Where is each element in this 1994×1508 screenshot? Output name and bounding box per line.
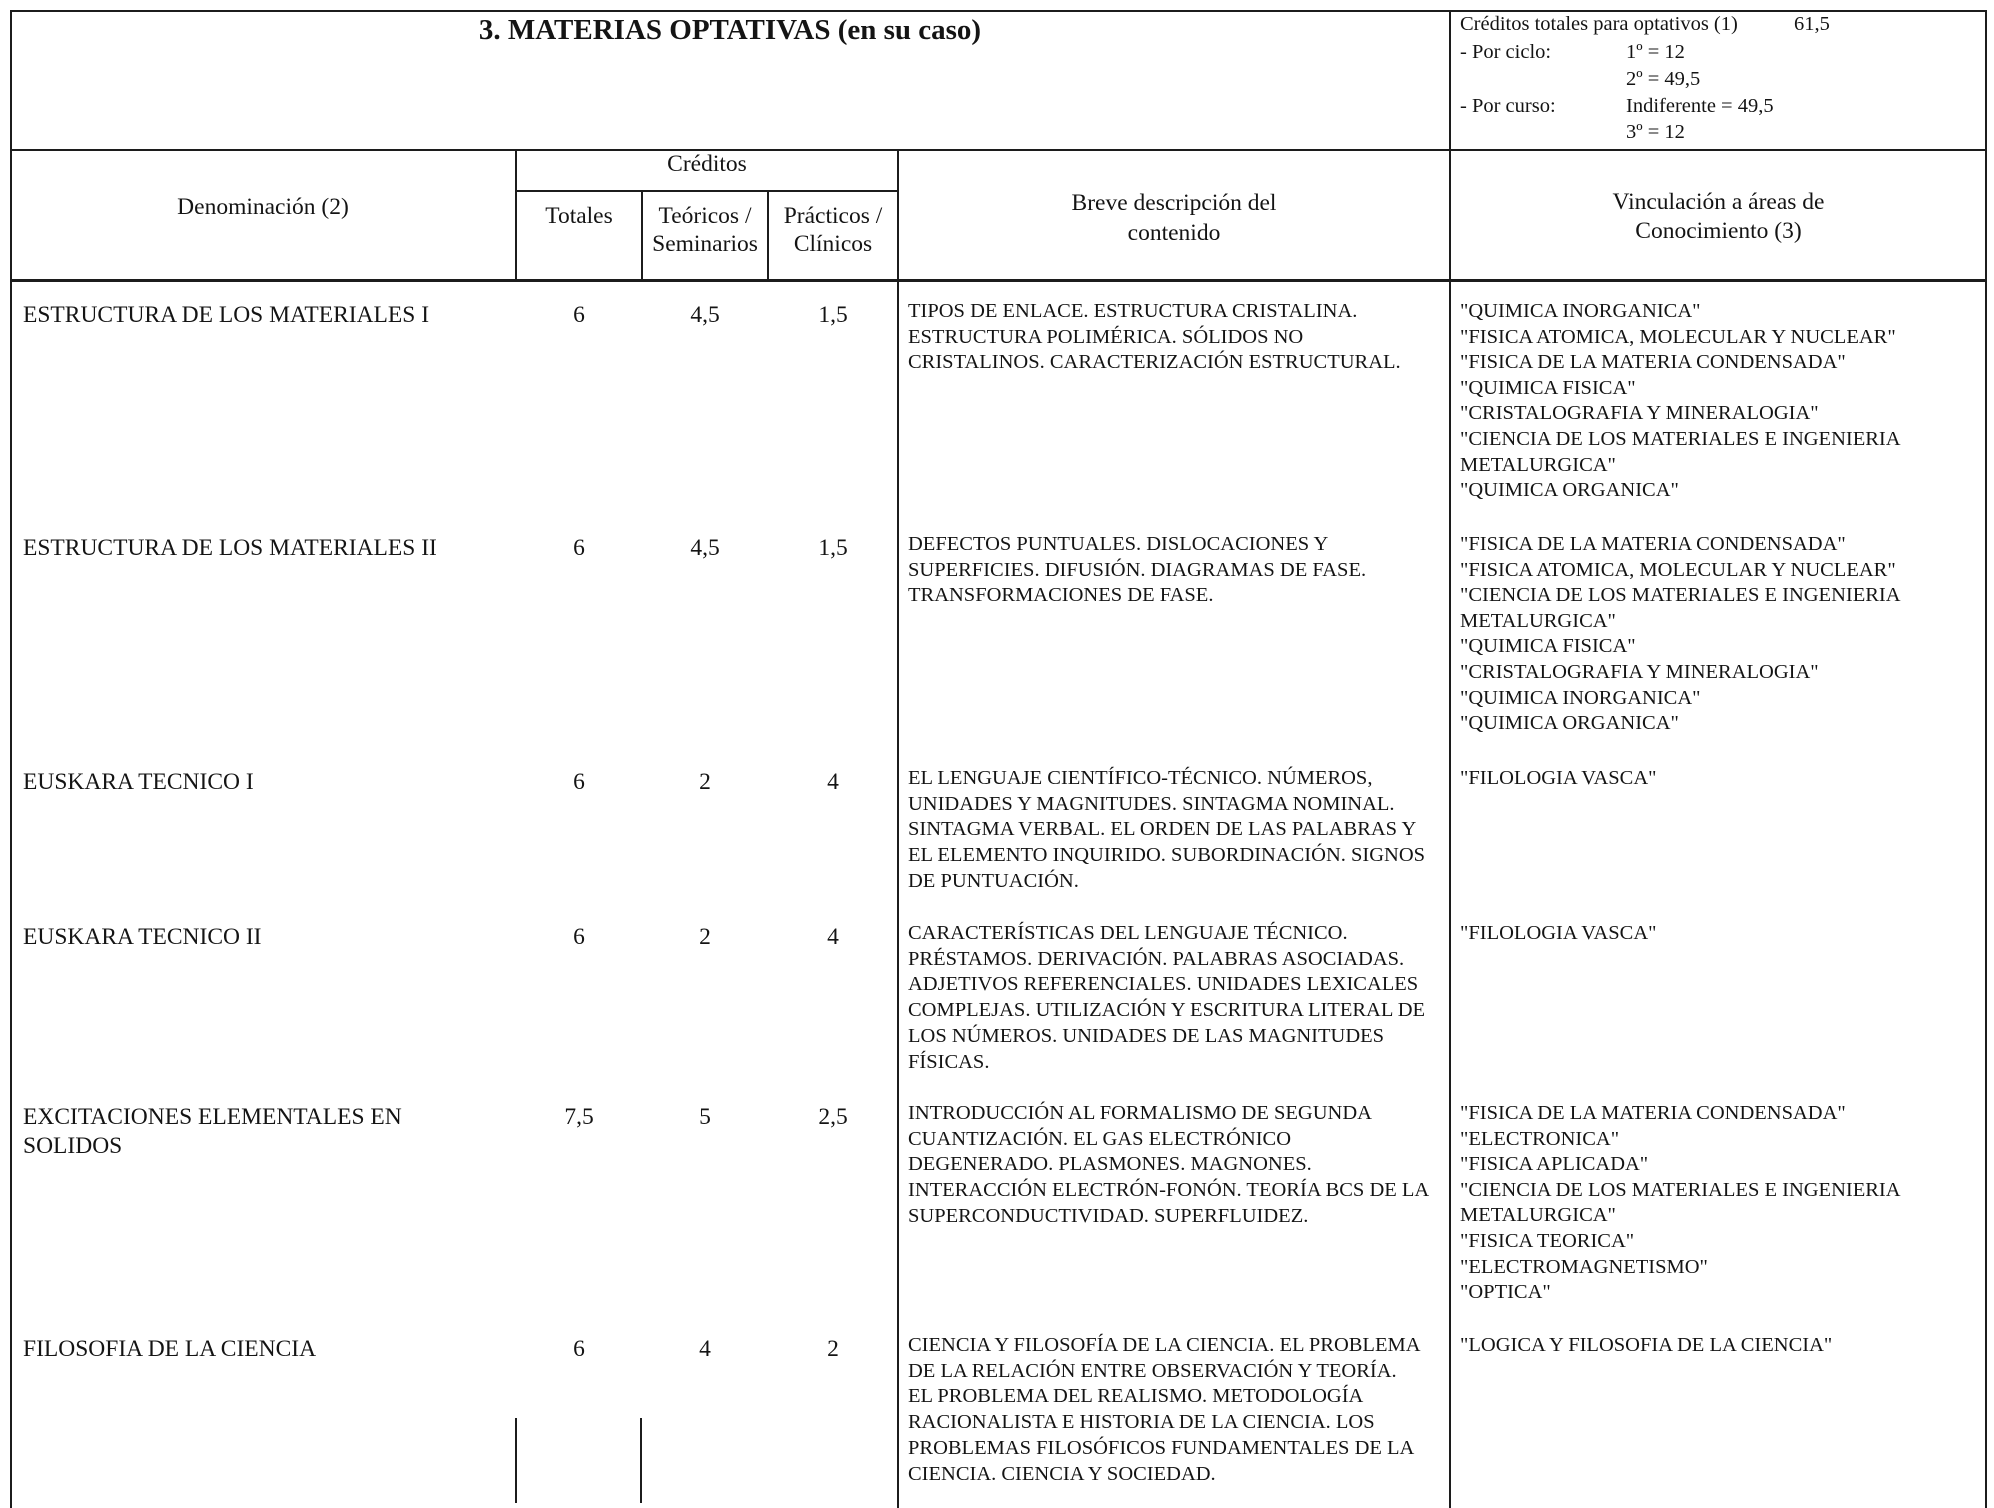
knowledge-area-line: "CRISTALOGRAFIA Y MINERALOGIA" bbox=[1460, 660, 1819, 683]
content-description-line: INTRODUCCIÓN AL FORMALISMO DE SEGUNDA bbox=[908, 1102, 1372, 1124]
content-description bbox=[908, 1101, 1429, 1230]
knowledge-area-line: "FISICA ATOMICA, MOLECULAR Y NUCLEAR" bbox=[1460, 558, 1896, 581]
header-bottom-border bbox=[10, 279, 1987, 282]
content-description-line: FÍSICAS. bbox=[908, 1050, 990, 1073]
content-description bbox=[908, 299, 1401, 376]
knowledge-area-line: METALURGICA" bbox=[1460, 609, 1616, 632]
header-practicos bbox=[768, 202, 898, 258]
header-descripcion-line: Breve descripción del bbox=[1071, 190, 1277, 216]
content-description-line: EL PROBLEMA DEL REALISMO. METODOLOGÍA bbox=[908, 1385, 1364, 1408]
content-description-line: RACIONALISTA E HISTORIA DE LA CIENCIA. LOS bbox=[908, 1411, 1375, 1434]
knowledge-area-line: "FILOLOGIA VASCA" bbox=[1460, 767, 1657, 789]
table-row bbox=[0, 921, 1994, 1073]
bottom-column-mark bbox=[640, 1418, 642, 1503]
header-descripcion bbox=[898, 188, 1450, 248]
subject-name bbox=[23, 923, 262, 952]
content-description-line: LOS NÚMEROS. UNIDADES DE LAS MAGNITUDES bbox=[908, 1024, 1385, 1047]
subject-name bbox=[23, 1103, 402, 1160]
totales-credits: 6 bbox=[573, 1336, 585, 1362]
knowledge-area-line: "QUIMICA INORGANICA" bbox=[1460, 686, 1701, 709]
subject-name bbox=[23, 301, 429, 330]
ciclo-label: - Por ciclo: bbox=[1460, 41, 1552, 63]
subject-name-line: SOLIDOS bbox=[23, 1132, 123, 1159]
ciclo-1-value: 1º = 12 bbox=[1626, 41, 1685, 63]
knowledge-areas bbox=[1460, 766, 1657, 792]
knowledge-area-line: "QUIMICA ORGANICA" bbox=[1460, 712, 1679, 735]
header-descripcion-line: contenido bbox=[1127, 220, 1221, 246]
knowledge-area-line: "ELECTRONICA" bbox=[1460, 1127, 1620, 1150]
totales-credits: 6 bbox=[573, 769, 585, 795]
table-left-border bbox=[10, 10, 12, 1508]
content-description bbox=[908, 1333, 1421, 1487]
header-totales: Totales bbox=[545, 203, 613, 229]
page-title: 3. MATERIAS OPTATIVAS (en su caso) bbox=[478, 14, 982, 46]
teoricos-credits: 4 bbox=[699, 1336, 711, 1362]
knowledge-area-line: "QUIMICA FISICA" bbox=[1460, 635, 1636, 658]
total-credits-value: 61,5 bbox=[1794, 13, 1830, 35]
descripcion-column-border bbox=[897, 149, 899, 1508]
content-description-line: PRÉSTAMOS. DERIVACIÓN. PALABRAS ASOCIADAS. bbox=[908, 947, 1405, 970]
curso-indiferente-value: Indiferente = 49,5 bbox=[1626, 95, 1774, 117]
knowledge-area-line: "FISICA TEORICA" bbox=[1460, 1229, 1635, 1252]
totales-credits: 6 bbox=[573, 535, 585, 561]
content-description-line: DEFECTOS PUNTUALES. DISLOCACIONES Y bbox=[908, 533, 1329, 555]
content-description-line: ADJETIVOS REFERENCIALES. UNIDADES LEXICALES bbox=[908, 973, 1419, 996]
knowledge-areas bbox=[1460, 299, 1901, 504]
header-practicos-line: Prácticos / bbox=[783, 203, 883, 229]
content-description-line: CIENCIA Y FILOSOFÍA DE LA CIENCIA. EL PROBLEMA bbox=[908, 1334, 1421, 1356]
knowledge-area-line: "CIENCIA DE LOS MATERIALES E INGENIERIA bbox=[1460, 427, 1901, 450]
content-description-line: ESTRUCTURA POLIMÉRICA. SÓLIDOS NO bbox=[908, 325, 1304, 348]
knowledge-area-line: "CIENCIA DE LOS MATERIALES E INGENIERIA bbox=[1460, 1178, 1901, 1201]
content-description-line: TIPOS DE ENLACE. ESTRUCTURA CRISTALINA. bbox=[908, 300, 1358, 322]
creditos-subheader-border bbox=[515, 190, 899, 192]
content-description bbox=[908, 921, 1425, 1075]
practicos-credits: 4 bbox=[827, 924, 839, 950]
content-description bbox=[908, 532, 1366, 609]
knowledge-area-line: "LOGICA Y FILOSOFIA DE LA CIENCIA" bbox=[1460, 1334, 1833, 1356]
header-vinculacion bbox=[1450, 188, 1987, 246]
practicos-credits: 4 bbox=[827, 769, 839, 795]
ciclo-2-value: 2º = 49,5 bbox=[1626, 68, 1701, 90]
subject-name-line: EUSKARA TECNICO II bbox=[23, 924, 262, 950]
teoricos-credits: 2 bbox=[699, 924, 711, 950]
subject-name-line: FILOSOFIA DE LA CIENCIA bbox=[23, 1336, 317, 1362]
knowledge-areas bbox=[1460, 921, 1657, 947]
header-teoricos-line: Teóricos / bbox=[658, 203, 752, 229]
subject-name-line: ESTRUCTURA DE LOS MATERIALES II bbox=[23, 535, 437, 561]
knowledge-area-line: "ELECTROMAGNETISMO" bbox=[1460, 1255, 1708, 1278]
knowledge-area-line: "QUIMICA ORGANICA" bbox=[1460, 479, 1679, 502]
subject-name-line: EUSKARA TECNICO I bbox=[23, 769, 254, 795]
subject-name-line: EXCITACIONES ELEMENTALES EN bbox=[23, 1104, 402, 1130]
teoricos-credits: 4,5 bbox=[690, 302, 720, 328]
knowledge-area-line: METALURGICA" bbox=[1460, 453, 1616, 476]
content-description-line: DE PUNTUACIÓN. bbox=[908, 869, 1079, 892]
content-description-line: EL LENGUAJE CIENTÍFICO-TÉCNICO. NÚMEROS, bbox=[908, 767, 1373, 789]
totales-credits: 6 bbox=[573, 302, 585, 328]
knowledge-areas bbox=[1460, 1101, 1901, 1306]
title-row-bottom-border bbox=[10, 149, 1987, 151]
knowledge-area-line: "OPTICA" bbox=[1460, 1281, 1551, 1304]
knowledge-areas bbox=[1460, 532, 1901, 737]
content-description-line: PROBLEMAS FILOSÓFICOS FUNDAMENTALES DE LA bbox=[908, 1436, 1415, 1459]
knowledge-area-line: "CIENCIA DE LOS MATERIALES E INGENIERIA bbox=[1460, 584, 1901, 607]
subject-name bbox=[23, 768, 254, 797]
knowledge-area-line: "QUIMICA FISICA" bbox=[1460, 376, 1636, 399]
header-practicos-line: Clínicos bbox=[793, 231, 873, 257]
content-description-line: CRISTALINOS. CARACTERIZACIÓN ESTRUCTURAL. bbox=[908, 351, 1401, 374]
content-description-line: EL ELEMENTO INQUIRIDO. SUBORDINACIÓN. SIGNOS bbox=[908, 844, 1426, 867]
curso-3-value: 3º = 12 bbox=[1626, 121, 1685, 143]
content-description-line: SINTAGMA VERBAL. EL ORDEN DE LAS PALABRAS Y bbox=[908, 818, 1417, 841]
table-row bbox=[0, 766, 1994, 892]
content-description-line: TRANSFORMACIONES DE FASE. bbox=[908, 584, 1214, 607]
header-vinculacion-line: Conocimiento (3) bbox=[1635, 218, 1802, 244]
knowledge-area-line: "QUIMICA INORGANICA" bbox=[1460, 300, 1701, 322]
curso-label: - Por curso: bbox=[1460, 95, 1556, 117]
header-denominacion: Denominación (2) bbox=[177, 194, 349, 220]
bottom-column-mark bbox=[515, 1418, 517, 1503]
teoricos-credits: 2 bbox=[699, 769, 711, 795]
content-description-line: SUPERFICIES. DIFUSIÓN. DIAGRAMAS DE FASE. bbox=[908, 558, 1367, 581]
knowledge-areas bbox=[1460, 1333, 1832, 1359]
knowledge-area-line: "FISICA ATOMICA, MOLECULAR Y NUCLEAR" bbox=[1460, 325, 1896, 348]
content-description-line: CIENCIA. CIENCIA Y SOCIEDAD. bbox=[908, 1462, 1216, 1485]
content-description bbox=[908, 766, 1425, 895]
subject-name-line: ESTRUCTURA DE LOS MATERIALES I bbox=[23, 302, 430, 328]
header-teoricos-line: Seminarios bbox=[652, 231, 758, 257]
content-description-line: CARACTERÍSTICAS DEL LENGUAJE TÉCNICO. bbox=[908, 922, 1348, 944]
content-description-line: DE LA RELACIÓN ENTRE OBSERVACIÓN Y TEORÍA. bbox=[908, 1359, 1397, 1382]
content-description-line: UNIDADES Y MAGNITUDES. SINTAGMA NOMINAL. bbox=[908, 792, 1395, 815]
subject-name bbox=[23, 1335, 316, 1364]
content-description-line: DEGENERADO. PLASMONES. MAGNONES. bbox=[908, 1153, 1312, 1176]
totales-credits: 6 bbox=[573, 924, 585, 950]
total-credits-label: Créditos totales para optativos (1) bbox=[1460, 13, 1738, 35]
practicos-credits: 2,5 bbox=[818, 1104, 848, 1130]
knowledge-area-line: METALURGICA" bbox=[1460, 1204, 1616, 1227]
teoricos-credits: 5 bbox=[699, 1104, 711, 1130]
header-creditos: Créditos bbox=[667, 151, 747, 177]
content-description-line: CUANTIZACIÓN. EL GAS ELECTRÓNICO bbox=[908, 1127, 1292, 1150]
knowledge-area-line: "FISICA DE LA MATERIA CONDENSADA" bbox=[1460, 351, 1846, 374]
table-row bbox=[0, 532, 1994, 735]
table-row bbox=[0, 1333, 1994, 1485]
practicos-credits: 2 bbox=[827, 1336, 839, 1362]
knowledge-area-line: "FILOLOGIA VASCA" bbox=[1460, 922, 1657, 944]
content-description-line: INTERACCIÓN ELECTRÓN-FONÓN. TEORÍA BCS DE LA bbox=[908, 1179, 1430, 1202]
knowledge-area-line: "CRISTALOGRAFIA Y MINERALOGIA" bbox=[1460, 402, 1819, 425]
knowledge-area-line: "FISICA DE LA MATERIA CONDENSADA" bbox=[1460, 533, 1846, 555]
subject-name bbox=[23, 534, 437, 563]
content-description-line: COMPLEJAS. UTILIZACIÓN Y ESCRITURA LITERAL DE bbox=[908, 999, 1426, 1022]
knowledge-area-line: "FISICA DE LA MATERIA CONDENSADA" bbox=[1460, 1102, 1846, 1124]
totales-credits: 7,5 bbox=[564, 1104, 594, 1130]
content-description-line: SUPERCONDUCTIVIDAD. SUPERFLUIDEZ. bbox=[908, 1204, 1309, 1227]
table-row bbox=[0, 299, 1994, 502]
teoricos-credits: 4,5 bbox=[690, 535, 720, 561]
header-vinculacion-line: Vinculación a áreas de bbox=[1612, 189, 1825, 215]
practicos-credits: 1,5 bbox=[818, 535, 848, 561]
header-teoricos bbox=[642, 202, 768, 258]
knowledge-area-line: "FISICA APLICADA" bbox=[1460, 1153, 1649, 1176]
table-row bbox=[0, 1101, 1994, 1304]
practicos-credits: 1,5 bbox=[818, 302, 848, 328]
